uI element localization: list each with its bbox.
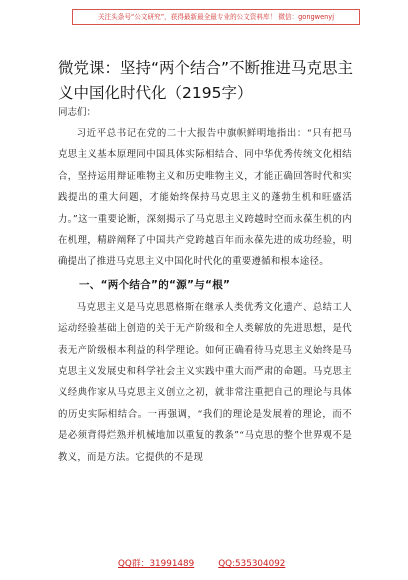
footer-contacts <box>118 556 298 569</box>
footer-qq: QQ:535304092 <box>218 559 286 569</box>
greeting: 同志们： <box>58 107 97 118</box>
paragraph-1: 习近平总书记在党的二十大报告中旗帜鲜明地指出：“只有把马克思主义基本原理同中国具体实际相结合、同中华优秀传统文化相结合，坚持运用辩证唯物主义和历史唯物主义，才能正确回答时代和实践提出的重大问题，才能始终保持马克思主义的蓬勃生机和旺盛活力。”这一重要论断，深刻揭示了马克思主义跨越时空而永葆生机的内在机理，精辟阐释了中国共产党跨越百年而永葆先进的成功经验，明确提出了推进马克思主义中国化时代化的重要遵循和根本途径。 <box>58 128 352 268</box>
footer-qq-group: QQ群：31991489 <box>118 559 195 569</box>
paragraph-2: 马克思主义是马克思恩格斯在继承人类优秀文化遗产、总结工人运动经验基础上创造的关于无产阶级和全人类解放的先进思想，是代表无产阶级根本利益的科学理论。如何正确看待马克思主义始终是马克思主义发展史和科学社会主义实践中重大而严肃的命题。马克思主义经典作家从马克思主义创立之初，就非常注重把自己的理论与具体的历史实际相结合。一再强调，“我们的理论是发展着的理论，而不是必须背得烂熟并机械地加以重复的教条”“马克思的整个世界观不是教义，而是方法。它提供的不是现 <box>58 301 352 463</box>
document-body <box>58 123 352 468</box>
section-heading-1: 一、“两个结合”的“源”与“根” <box>79 278 231 291</box>
header-banner: 关注头条号“公文研究”，获得最新最全最专业的公文资料库！ 微信：gongwenyj <box>72 9 360 25</box>
document-title: 微党课：坚持“两个结合”不断推进马克思主义中国化时代化（2195字） <box>58 59 354 102</box>
